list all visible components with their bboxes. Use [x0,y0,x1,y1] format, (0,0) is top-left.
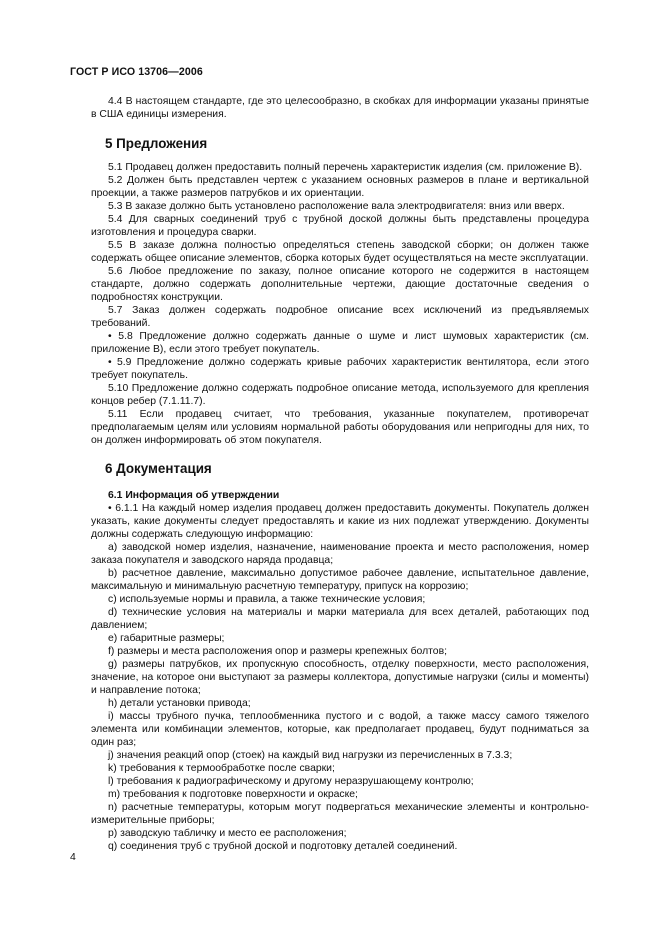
paragraph-5-8: • 5.8 Предложение должно содержать данные о шуме и лист шумовых характеристик (см. приложение В), если этого требует покупатель. [91,331,589,355]
paragraph-5-10: 5.10 Предложение должно содержать подробное описание метода, используемого для крепления концов ребер (7.1.11.7). [91,383,589,407]
paragraph-5-7: 5.7 Заказ должен содержать подробное описание всех исключений из предъявляемых требований. [91,305,589,329]
document-header: ГОСТ Р ИСО 13706—2006 [70,66,203,78]
intro-block [91,95,589,121]
list-item-i: i) массы трубного пучка, теплообменника пустого и с водой, а также массу самого тяжелого элемента или комбинации элементов, которые, как предполагает продавец, будут подниматься за один раз; [91,711,589,748]
paragraph-5-3: 5.3 В заказе должно быть установлено расположение вала электродвигателя: вниз или вверх. [108,201,565,212]
list-item-g: g) размеры патрубков, их пропускную способность, отделку поверхности, место расположения, значение, на которое они выступают за размеры коллектора, допустимые нагрузки (силы и моменты) и направление потока; [91,659,589,696]
list-item-j: j) значения реакций опор (стоек) на каждый вид нагрузки из перечисленных в 7.3.3; [108,750,513,761]
subsection-6-1-title: 6.1 Информация об утверждении [108,490,280,501]
section-5-body [91,161,589,447]
list-item-e: e) габаритные размеры; [108,633,225,644]
paragraph-6-1-1: • 6.1.1 На каждый номер изделия продавец должен предоставить документы. Покупатель должен указать, какие документы следует предоставлять и какие из них подлежат утверждению. Документы должны содержать следующую информацию: [91,503,589,540]
page-number: 4 [70,852,76,863]
paragraph-5-6: 5.6 Любое предложение по заказу, полное описание которого не содержится в настоящем стандарте, должно содержать дополнительные чертежи, дающие достаточные сведения о подробностях конструкции. [91,266,589,303]
list-item-h: h) детали установки привода; [108,698,251,709]
list-item-l: l) требования к радиографическому и другому неразрушающему контролю; [108,776,474,787]
list-item-d: d) технические условия на материалы и марки материала для всех деталей, работающих под давлением; [91,607,589,631]
list-item-n: n) расчетные температуры, которым могут подвергаться механические элементы и контрольно-измерительные приборы; [91,802,589,826]
list-item-m: m) требования к подготовке поверхности и окраске; [108,789,358,800]
list-item-b: b) расчетное давление, максимально допустимое рабочее давление, испытательное давление, максимальную и минимальную расчетную температуру, припуск на коррозию; [91,568,589,592]
paragraph-5-2: 5.2 Должен быть представлен чертеж с указанием основных размеров в плане и вертикальной проекции, а также размеров патрубков и их ориентации. [91,175,589,199]
list-item-f: f) размеры и места расположения опор и размеры крепежных болтов; [108,646,447,657]
list-item-q: q) соединения труб с трубной доской и подготовку деталей соединений. [108,841,458,852]
paragraph-5-9: • 5.9 Предложение должно содержать кривые рабочих характеристик вентилятора, если этого требует покупатель. [91,357,589,381]
list-item-p: p) заводскую табличку и место ее расположения; [108,828,347,839]
paragraph-5-11: 5.11 Если продавец считает, что требования, указанные покупателем, противоречат предполагаемым целям или условиям нормальной работы оборудования или непригодны для них, то он должен информировать об этом покупателя. [91,409,589,446]
section-6-body [91,489,589,853]
list-item-c: c) используемые нормы и правила, а также технические условия; [108,594,426,605]
list-item-a: a) заводской номер изделия, назначение, наименование проекта и место расположения, номер заказа покупателя и заводского наряда продавца; [91,542,589,566]
section-6-title: 6 Документация [105,461,212,476]
paragraph-5-4: 5.4 Для сварных соединений труб с трубной доской должны быть представлены процедура изготовления и процедура сварки. [91,214,589,238]
paragraph-5-5: 5.5 В заказе должна полностью определяться степень заводской сборки; он должен также содержать общее описание элементов, сборка которых будет осуществляться на месте эксплуатации. [91,240,589,264]
paragraph-4-4: 4.4 В настоящем стандарте, где это целесообразно, в скобках для информации указаны принятые в США единицы измерения. [91,96,589,120]
paragraph-5-1: 5.1 Продавец должен предоставить полный перечень характеристик изделия (см. приложение В). [108,162,583,173]
section-5-title: 5 Предложения [105,136,208,151]
list-item-k: k) требования к термообработке после сварки; [108,763,335,774]
